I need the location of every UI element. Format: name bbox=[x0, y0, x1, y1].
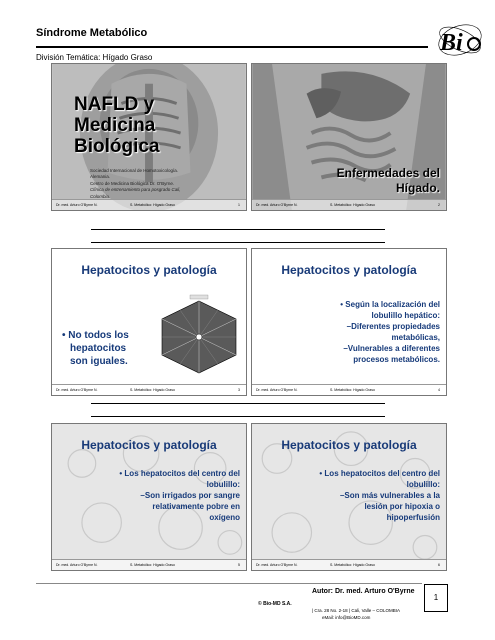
slide-footer bbox=[52, 559, 246, 570]
document-title: Síndrome Metabólico bbox=[36, 27, 148, 39]
footer-series: S. Metabólico: Hígado Graso bbox=[330, 563, 375, 567]
slide-1-title bbox=[74, 94, 246, 157]
slide-4-bullets bbox=[340, 299, 440, 365]
slide-number: 1 bbox=[238, 203, 240, 207]
footer-series: S. Metabólico: Hígado Graso bbox=[130, 563, 175, 567]
bullet-line: relativamente pobre en bbox=[152, 502, 240, 511]
slide-4 bbox=[251, 248, 447, 396]
footer-author: Dr. med. Arturo O'Byrne N. bbox=[56, 203, 98, 207]
bullet-line: • Los hepatocitos del centro del bbox=[119, 469, 240, 478]
affiliation-line: Alemania. bbox=[90, 174, 111, 180]
liver-lobule-diagram bbox=[152, 293, 246, 378]
slide-number: 2 bbox=[438, 203, 440, 207]
bullet-line: hipoperfusión bbox=[386, 513, 440, 522]
slide-6-bullets bbox=[319, 468, 440, 523]
bullet-line: • Según la localización del bbox=[340, 300, 440, 309]
bio-logo-icon bbox=[430, 20, 484, 60]
slide-number: 5 bbox=[238, 563, 240, 567]
slide-number: 4 bbox=[438, 388, 440, 392]
affiliation-line: Clínica de entrenamiento para posgrado Cali, bbox=[90, 187, 181, 193]
notes-line bbox=[91, 403, 385, 404]
slide-5-bullets bbox=[119, 468, 240, 523]
affiliation-line: Colombia. bbox=[90, 193, 111, 199]
header-rule bbox=[36, 46, 428, 48]
slide-footer bbox=[52, 199, 246, 210]
bullet-line: • Los hepatocitos del centro del bbox=[319, 469, 440, 478]
bullet-line: • No todos los bbox=[62, 330, 129, 341]
slide-6 bbox=[251, 423, 447, 571]
bullet-line: lesión por hipoxia o bbox=[364, 502, 440, 511]
slide-2-title-line-2: Hígado. bbox=[396, 181, 440, 195]
company-address: | Cra. 28 No. 2-18 | Cali, Valle – COLOMBIA bbox=[311, 608, 401, 613]
slide-1-affiliation bbox=[90, 168, 210, 200]
slide-5 bbox=[51, 423, 247, 571]
company-name: © Bio-MD S.A. bbox=[258, 601, 292, 607]
footer-series: S. Metabólico: Hígado Graso bbox=[330, 203, 375, 207]
slide-2-title bbox=[337, 166, 440, 196]
slide-6-title: Hepatocitos y patología bbox=[281, 438, 417, 452]
slide-3-title: Hepatocitos y patología bbox=[81, 263, 217, 277]
slide-1-title-line-2: Medicina Biológica bbox=[74, 115, 160, 157]
footer-author: Dr. med. Arturo O'Byrne N. bbox=[256, 388, 298, 392]
notes-line bbox=[91, 242, 385, 243]
slide-2-title-line-1: Enfermedades del bbox=[336, 166, 440, 180]
slide-footer bbox=[52, 384, 246, 395]
slide-3-bullet bbox=[62, 329, 147, 368]
footer-series: S. Metabólico: Hígado Graso bbox=[130, 203, 175, 207]
affiliation-line: Sociedad Internacional de Homotoxicología. bbox=[90, 168, 179, 173]
slide-3 bbox=[51, 248, 247, 396]
bullet-line: –Vulnerables a diferentes bbox=[343, 344, 440, 353]
notes-line bbox=[91, 229, 385, 230]
footer-series: S. Metabólico: Hígado Graso bbox=[330, 388, 375, 392]
affiliation-line: Centro de Medicina Biológica Dr. O'Byrne. bbox=[90, 180, 175, 186]
company-email: eMail: info@BioMD.com bbox=[322, 615, 371, 620]
bullet-line: son iguales. bbox=[70, 356, 128, 367]
slide-number: 3 bbox=[238, 388, 240, 392]
slide-footer bbox=[252, 199, 446, 210]
footer-author: Dr. med. Arturo O'Byrne N. bbox=[56, 563, 98, 567]
slide-5-title: Hepatocitos y patología bbox=[81, 438, 217, 452]
bullet-line: –Son más vulnerables a la bbox=[339, 491, 440, 500]
footer-series: S. Metabólico: Hígado Graso bbox=[130, 388, 175, 392]
bullet-line: lobulillo: bbox=[206, 480, 240, 489]
logo-text: Bi bbox=[440, 30, 463, 56]
slide-number: 6 bbox=[438, 563, 440, 567]
slide-2 bbox=[251, 63, 447, 211]
slide-1-title-line-1: NAFLD y bbox=[74, 94, 155, 115]
slide-4-title: Hepatocitos y patología bbox=[281, 263, 417, 277]
slide-footer bbox=[252, 559, 446, 570]
bullet-line: hepatocitos bbox=[70, 343, 127, 354]
bullet-line: lobulillo hepático: bbox=[371, 311, 440, 320]
document-subtitle: División Temática: Hígado Graso bbox=[36, 53, 153, 62]
bullet-line: lobulillo: bbox=[406, 480, 440, 489]
bullet-line: metabólicas, bbox=[391, 333, 440, 342]
footer-author: Dr. med. Arturo O'Byrne N. bbox=[256, 563, 298, 567]
slide-1 bbox=[51, 63, 247, 211]
bullet-line: –Diferentes propiedades bbox=[346, 322, 440, 331]
bullet-line: procesos metabólicos. bbox=[353, 355, 440, 364]
bullet-line: –Son irrigados por sangre bbox=[140, 491, 240, 500]
footer-author: Dr. med. Arturo O'Byrne N. bbox=[56, 388, 98, 392]
bullet-line: oxígeno bbox=[209, 513, 240, 522]
footer-rule bbox=[36, 583, 422, 584]
notes-line bbox=[91, 416, 385, 417]
page-number: 1 bbox=[424, 584, 448, 612]
page-author: Autor: Dr. med. Arturo O'Byrne bbox=[312, 588, 415, 595]
slide-footer bbox=[252, 384, 446, 395]
footer-author: Dr. med. Arturo O'Byrne N. bbox=[256, 203, 298, 207]
